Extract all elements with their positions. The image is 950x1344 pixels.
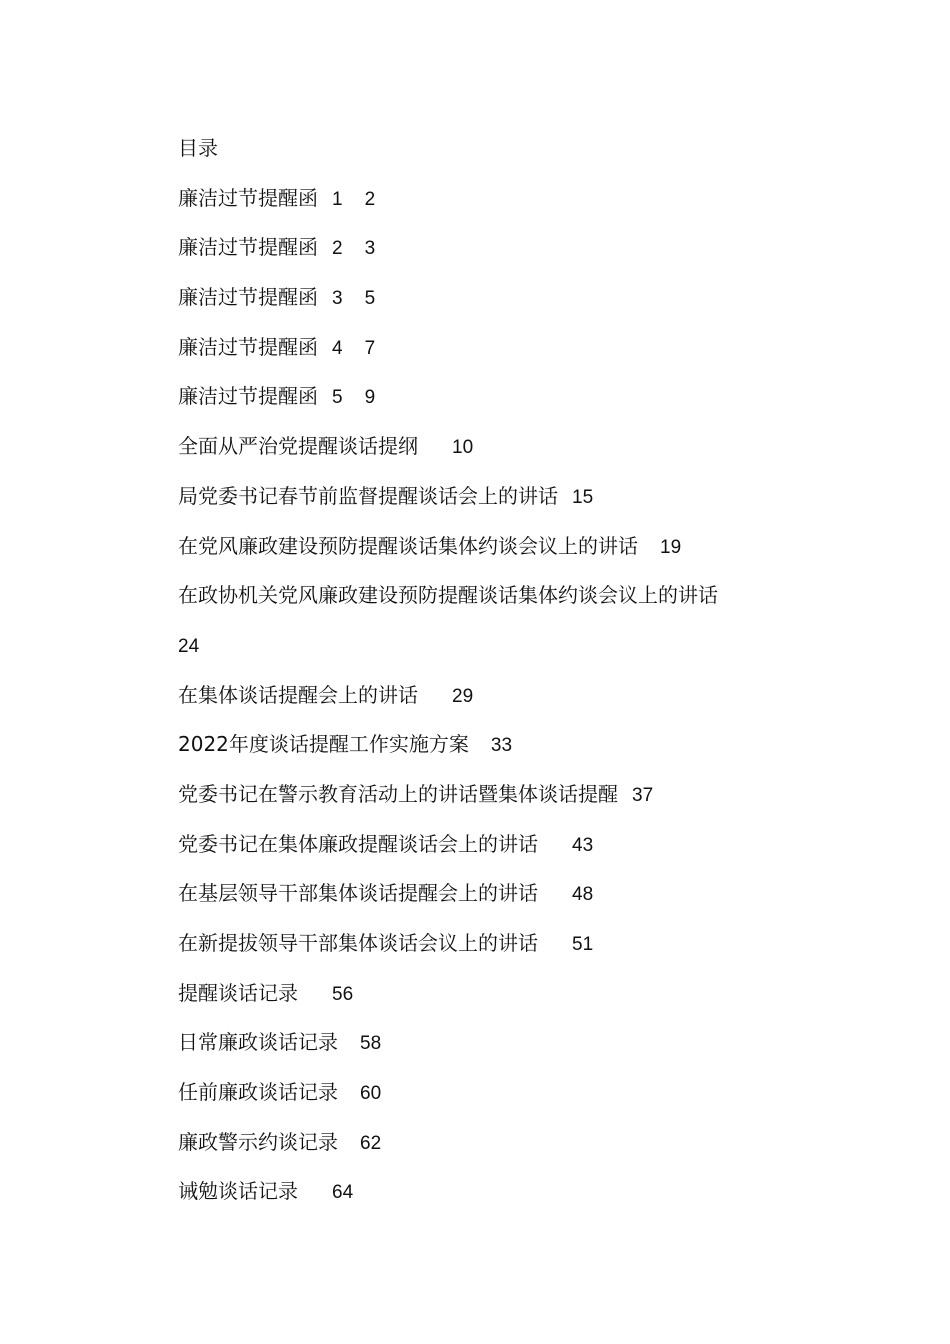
toc-entry[interactable]: [178, 1127, 818, 1177]
toc-entry-title: 提醒谈话记录: [178, 980, 298, 1005]
toc-entry-title: 在基层领导干部集体谈话提醒会上的讲话: [178, 881, 538, 906]
toc-entry-title: 日常廉政谈话记录: [178, 1030, 338, 1055]
toc-entry-page: 43: [572, 834, 594, 856]
toc-entry[interactable]: [178, 878, 818, 928]
toc-entry-title: 廉洁过节提醒函: [178, 285, 318, 310]
toc-entry-title: 在新提拔领导干部集体谈话会议上的讲话: [178, 931, 538, 955]
toc-entry-title: 廉洁过节提醒函: [178, 334, 318, 359]
toc-entry-title: 任前廉政谈话记录: [178, 1080, 338, 1105]
toc-entry[interactable]: [178, 680, 818, 730]
toc-entry-title: 在党风廉政建设预防提醒谈话集体约谈会议上的讲话: [178, 533, 638, 558]
toc-entry-page: 15: [572, 486, 594, 508]
toc-entry[interactable]: [178, 779, 818, 829]
toc-entry[interactable]: [178, 1176, 818, 1226]
toc-entry-continued[interactable]: [178, 630, 818, 680]
toc-entry[interactable]: [178, 829, 818, 879]
toc-entry[interactable]: [178, 232, 818, 282]
toc-entry-page: 7: [364, 337, 376, 359]
toc-entry-page: 24: [178, 635, 200, 657]
toc-entry-page: 29: [452, 685, 474, 707]
toc-entry-title: 廉洁过节提醒函: [178, 235, 318, 260]
toc-entry-page: 2: [364, 188, 376, 210]
toc-entry-number: 4: [332, 337, 343, 359]
toc-entry[interactable]: [178, 1077, 818, 1127]
toc-entry-title: 在政协机关党风廉政建设预防提醒谈话集体约谈会议上的讲话: [178, 583, 718, 608]
toc-entry-page: 37: [632, 784, 654, 806]
table-of-contents: [178, 133, 818, 1226]
toc-entry[interactable]: [178, 978, 818, 1028]
toc-entry-number: 2: [332, 238, 343, 260]
toc-entry-title: 廉洁过节提醒函: [178, 384, 318, 409]
toc-entry[interactable]: [178, 729, 818, 779]
toc-entry-page: 58: [360, 1033, 382, 1055]
toc-entry[interactable]: [178, 531, 818, 581]
toc-entry-page: 64: [332, 1182, 354, 1204]
toc-title: 目录: [178, 136, 218, 160]
toc-entry-page: 62: [360, 1132, 382, 1154]
toc-entry[interactable]: [178, 481, 818, 531]
toc-entry[interactable]: [178, 580, 818, 630]
toc-entry-title: 在集体谈话提醒会上的讲话: [178, 682, 418, 707]
toc-entry-number: 3: [332, 288, 343, 310]
toc-entry[interactable]: [178, 928, 818, 978]
toc-entry-number: 5: [332, 387, 343, 409]
toc-entry-title: 局党委书记春节前监督提醒谈话会上的讲话: [178, 483, 558, 508]
toc-entry[interactable]: [178, 1027, 818, 1077]
toc-entry-title: 廉洁过节提醒函: [178, 185, 318, 210]
toc-entry-page: 10: [452, 437, 474, 459]
toc-entry-page: 56: [332, 983, 354, 1005]
toc-entry-title: 廉政警示约谈记录: [178, 1129, 338, 1154]
toc-entry[interactable]: [178, 332, 818, 382]
toc-entry-title: 全面从严治党提醒谈话提纲: [178, 434, 418, 459]
toc-entry-page: 9: [364, 387, 376, 409]
toc-entry-title: 党委书记在集体廉政提醒谈话会上的讲话: [178, 831, 538, 856]
toc-entry-page: 5: [364, 288, 376, 310]
toc-entry-page: 3: [364, 238, 376, 260]
toc-entry-number: 1: [332, 188, 343, 210]
toc-entry-page: 48: [572, 884, 594, 906]
toc-entry-page: 19: [660, 536, 682, 558]
toc-entry[interactable]: [178, 431, 818, 481]
toc-entry[interactable]: [178, 282, 818, 332]
toc-entry[interactable]: [178, 381, 818, 431]
toc-entry-title: 党委书记在警示教育活动上的讲话暨集体谈话提醒: [178, 781, 618, 806]
toc-entry-title: 诫勉谈话记录: [178, 1179, 298, 1204]
toc-entry-page: 51: [572, 934, 594, 955]
toc-entry-page: 33: [490, 735, 513, 757]
toc-entry[interactable]: [178, 183, 818, 233]
toc-entry-page: 60: [360, 1083, 382, 1105]
toc-entry-title: 2022年度谈话提醒工作实施方案: [178, 732, 469, 757]
